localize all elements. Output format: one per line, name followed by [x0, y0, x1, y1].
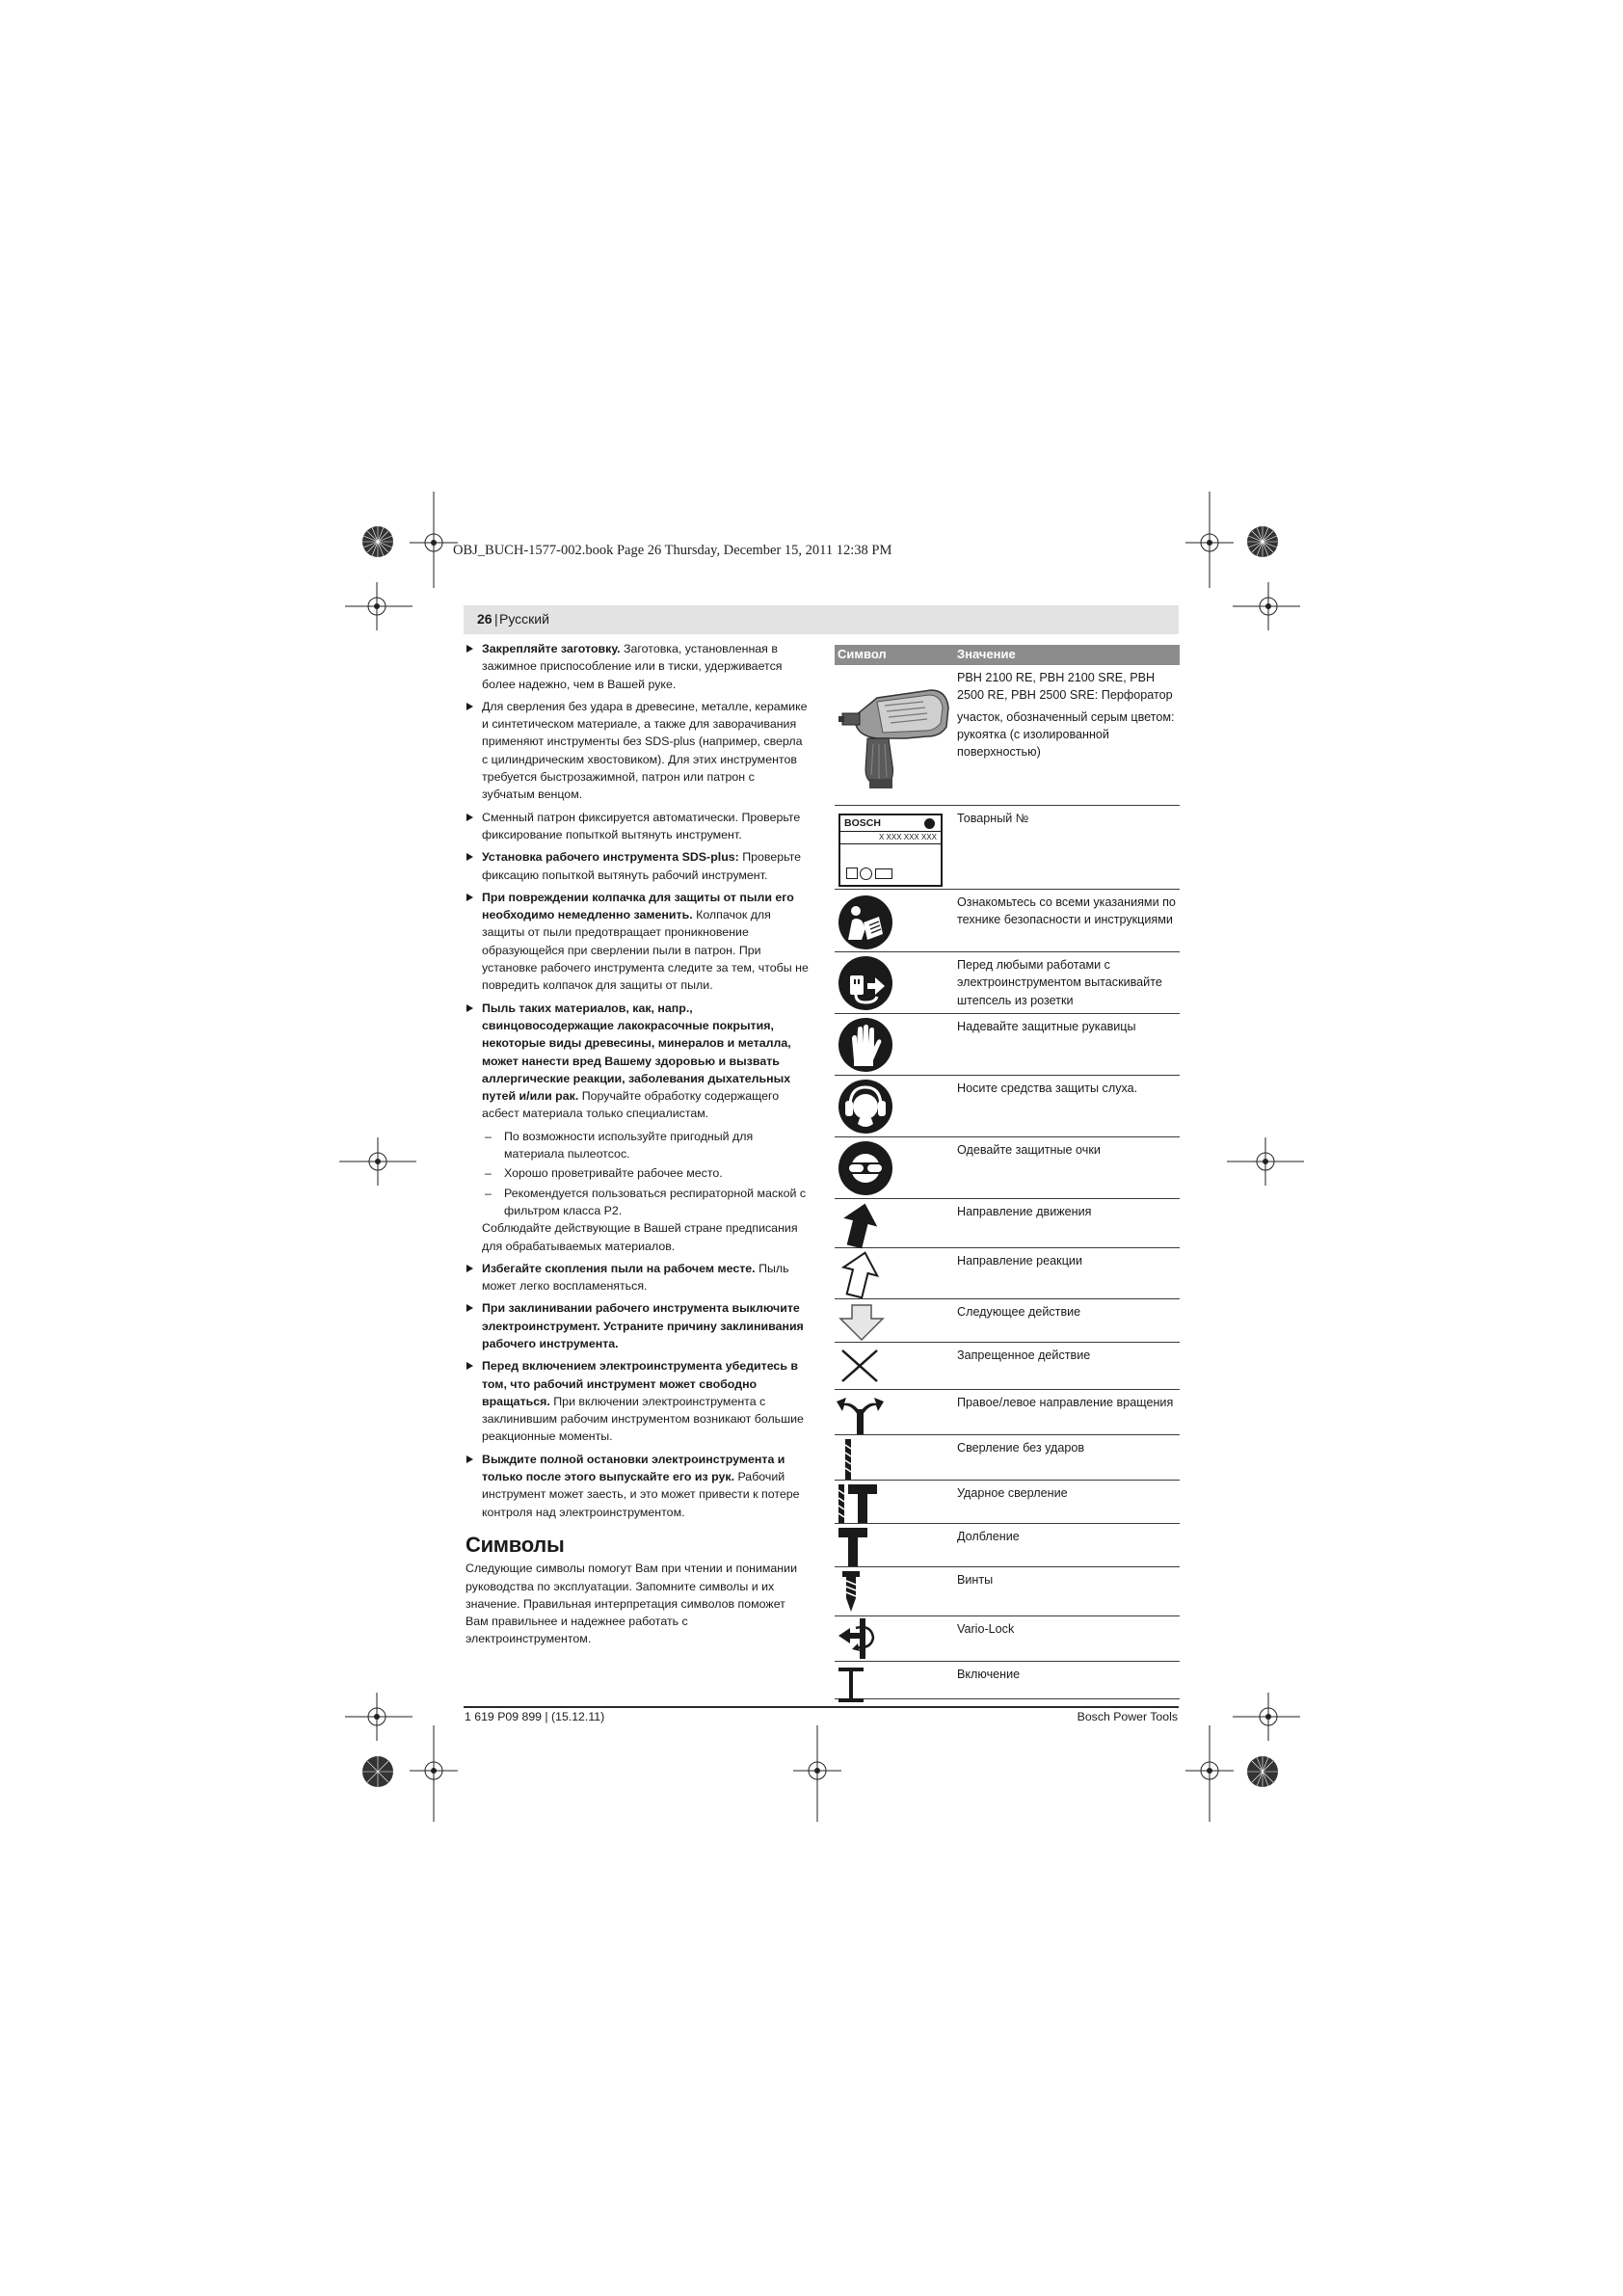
meaning-text: Долбление — [957, 1530, 1020, 1543]
registration-target-icon — [1241, 521, 1284, 563]
nameplate-brand: BOSCH — [844, 817, 881, 829]
table-row — [835, 1390, 1180, 1435]
bullet-item — [466, 1357, 809, 1445]
meaning-cell — [957, 1528, 1177, 1549]
meaning-text: Винты — [957, 1573, 994, 1587]
bullet-item — [466, 848, 809, 884]
meaning-text: Vario-Lock — [957, 1622, 1015, 1636]
table-row — [835, 1299, 1180, 1343]
symbol-cell — [835, 1524, 950, 1566]
bullet-triangle-icon — [466, 1265, 473, 1272]
table-row — [835, 1524, 1180, 1567]
vario-lock-icon — [837, 1616, 885, 1666]
dash-list — [466, 1128, 809, 1219]
bullet-item — [466, 809, 809, 844]
meaning-cell — [957, 1252, 1177, 1273]
bullet-item — [466, 889, 809, 995]
meaning-cell — [957, 1484, 1177, 1506]
symbols-intro: Следующие символы помогут Вам при чтении и понимании руководства по эксплуатации. Запомните символы и их значение. Правильная интерпретация символов поможет Вам правильнее и надежнее работать с электроинструментом. — [466, 1562, 797, 1646]
dash-text: Хорошо проветривайте рабочее место. — [504, 1166, 723, 1181]
table-row — [835, 1481, 1180, 1524]
footer-brand: Bosch Power Tools — [1077, 1710, 1178, 1723]
registration-target-icon — [357, 521, 399, 563]
bullet-text: При включении электроинструмента с заклинившим рабочим инструментом возникают большие реакционные моменты. — [482, 1394, 804, 1444]
circle-mark-icon — [860, 868, 872, 880]
symbol-cell — [835, 1014, 950, 1075]
bullet-text: Сменный патрон фиксируется автоматически. Проверьте фиксирование попыткой вытянуть инструмент. — [482, 810, 801, 841]
meaning-text: PBH 2100 RE, PBH 2100 SRE, PBH 2500 RE, PBH 2500 SRE: Перфоратор — [957, 671, 1173, 703]
meaning-text: Сверление без ударов — [957, 1441, 1085, 1455]
meaning-text: Надевайте защитные рукавицы — [957, 1020, 1136, 1033]
meaning-text: Ознакомьтесь со всеми указаниями по технике безопасности и инструкциями — [957, 895, 1176, 927]
meaning-cell — [957, 810, 1177, 831]
symbol-cell — [835, 665, 950, 805]
meaning-text: Ударное сверление — [957, 1486, 1068, 1500]
dash-mark: – — [485, 1129, 492, 1143]
symbol-cell — [835, 952, 950, 1013]
rotary-hammer-icon — [838, 669, 954, 797]
crosshair-icon — [410, 1725, 458, 1822]
bullet-text: Колпачок для защиты от пыли предотвращает проникновение образующейся при сверлении пыли в патрон. При установке рабочего инструмента следите за тем, чтобы не повредить колпачок для защиты от пыли. — [482, 908, 809, 993]
bullet-triangle-icon — [466, 814, 473, 821]
table-row — [835, 806, 1180, 890]
reaction-direction-icon — [838, 1250, 887, 1303]
symbol-cell — [835, 1567, 950, 1615]
crosshair-icon — [339, 1137, 416, 1186]
page-language: Русский — [499, 611, 549, 627]
bullet-text: Заготовка, установленная в зажимное приспособление или в тиски, удерживается более надежно, чем в Вашей руке. — [482, 642, 783, 691]
bullet-triangle-icon — [466, 703, 473, 710]
meaning-cell — [957, 1571, 1177, 1592]
unplug-icon — [837, 954, 894, 1017]
meaning-cell — [957, 1080, 1177, 1101]
table-row — [835, 1616, 1180, 1662]
footer-doc-number: 1 619 P09 899 | (15.12.11) — [465, 1710, 605, 1723]
meaning-text: Одевайте защитные очки — [957, 1143, 1101, 1157]
meaning-text: Носите средства защиты слуха. — [957, 1081, 1138, 1095]
bullet-bold-text: Выждите полной остановки электроинструмента и только после этого выпускайте его из рук. — [482, 1452, 785, 1484]
registration-target-icon — [357, 1750, 399, 1793]
bullet-item — [466, 1299, 809, 1352]
meaning-text: Включение — [957, 1668, 1021, 1681]
read-manual-icon — [837, 894, 894, 956]
screw-icon — [837, 1569, 885, 1618]
bullet-text: Рабочий инструмент может заесть, и это может привести к потере контроля над электроинструментом. — [482, 1470, 800, 1519]
crosshair-icon — [793, 1725, 841, 1822]
table-row — [835, 1248, 1180, 1299]
bullet-bold-text: При заклинивании рабочего инструмента выключите электроинструмент. Устраните причину заклинивания рабочего инструмента. — [482, 1301, 804, 1350]
meaning-text: Правое/левое направление вращения — [957, 1396, 1174, 1409]
table-row — [835, 1435, 1180, 1481]
meaning-cell — [957, 1666, 1177, 1687]
meaning-cell — [957, 1620, 1177, 1642]
page-number: 26 — [477, 611, 492, 627]
bullet-item — [466, 698, 809, 804]
table-header — [835, 645, 1180, 665]
symbol-cell — [835, 1076, 950, 1136]
bullet-text: Поручайте обработку содержащего асбест материала только специалистам. — [482, 1089, 780, 1121]
nameplate-number: X XXX XXX XXX — [878, 833, 937, 841]
table-row — [835, 665, 1180, 806]
symbol-cell — [835, 1137, 950, 1198]
dash-item — [466, 1185, 809, 1220]
bullet-item — [466, 1000, 809, 1123]
meaning-cell — [957, 1018, 1177, 1039]
symbol-cell — [835, 1390, 950, 1434]
bullet-triangle-icon — [466, 1004, 473, 1012]
table-row — [835, 1014, 1180, 1076]
dash-text: Рекомендуется пользоваться респираторной маской с фильтром класса Р2. — [504, 1186, 807, 1217]
dash-item — [466, 1164, 809, 1182]
bullet-triangle-icon — [466, 894, 473, 901]
drilling-icon — [837, 1437, 885, 1486]
meaning-text: Перед любыми работами с электроинструментом вытаскивайте штепсель из розетки — [957, 958, 1162, 1007]
meaning-text: Следующее действие — [957, 1305, 1081, 1319]
meaning-text: Направление движения — [957, 1205, 1092, 1218]
symbol-cell — [835, 1662, 950, 1698]
dash-text: По возможности используйте пригодный для материала пылеотсос. — [504, 1129, 754, 1161]
crosshair-icon — [1233, 1693, 1300, 1741]
nameplate-rule — [840, 831, 941, 832]
symbol-cell — [835, 1248, 950, 1298]
symbols-heading: Символы — [466, 1532, 565, 1557]
table-row — [835, 1199, 1180, 1248]
meaning-text: Направление реакции — [957, 1254, 1082, 1268]
gloves-icon — [837, 1016, 894, 1079]
bullet-triangle-icon — [466, 853, 473, 861]
symbol-cell — [835, 1616, 950, 1661]
bullet-text: Проверьте фиксацию попыткой вытянуть рабочий инструмент. — [482, 850, 802, 882]
movement-direction-icon — [838, 1201, 887, 1254]
meaning-cell — [957, 1203, 1177, 1224]
table-row — [835, 952, 1180, 1014]
crosshair-icon — [345, 582, 412, 630]
bullet-item — [466, 640, 809, 693]
chiselling-icon — [837, 1524, 885, 1573]
symbol-cell — [835, 1299, 950, 1342]
bullet-bold-text: Установка рабочего инструмента SDS-plus: — [482, 850, 739, 865]
table-row — [835, 1343, 1180, 1390]
regulations-note: Соблюдайте действующие в Вашей стране предписания для обрабатываемых материалов. — [482, 1221, 798, 1253]
ear-protection-icon — [837, 1078, 894, 1140]
crosshair-icon — [1227, 1137, 1304, 1186]
symbol-cell — [835, 890, 950, 951]
bullet-item — [466, 1260, 809, 1295]
nameplate-rule — [840, 843, 941, 844]
bullet-text: Пыль может легко воспламеняться. — [482, 1261, 789, 1294]
rotation-direction-icon — [837, 1392, 885, 1441]
nameplate-icon — [838, 814, 943, 887]
meaning-text: Запрещенное действие — [957, 1348, 1091, 1362]
crosshair-icon — [1185, 1725, 1234, 1822]
meaning-cell — [957, 1394, 1177, 1415]
info-icon — [924, 818, 935, 829]
dash-item — [466, 1128, 809, 1163]
bullet-bold-text: Пыль таких материалов, как, напр., свинцовосодержащие лакокрасочные покрытия, некоторые виды древесины, минералов и металла, может нанести вред Вашему здоровью и вызвать аллергические реакции, заболевания дыхательных путей и/или рак. — [482, 1001, 791, 1104]
bullet-triangle-icon — [466, 1362, 473, 1370]
bullet-triangle-icon — [466, 645, 473, 653]
column-header-symbol: Символ — [838, 647, 887, 661]
bullet-text: Для сверления без удара в древесине, металле, керамике и синтетическом материале, а также для заворачивания применяют инструменты без SDS-plus (например, сверла с цилиндрическим хвостовиком). Для этих инструментов требуется быстрозажимной, патрон или патрон с зубчатым венцом. — [482, 699, 808, 802]
bullet-bold-text: Закрепляйте заготовку. — [482, 642, 621, 655]
header-separator: | — [494, 611, 498, 627]
meaning-cell — [957, 669, 1177, 764]
table-row — [835, 1076, 1180, 1137]
dash-mark: – — [485, 1186, 492, 1200]
meaning-text: Товарный № — [957, 812, 1029, 825]
footer-rule — [464, 1706, 1179, 1708]
bullet-triangle-icon — [466, 1304, 473, 1312]
table-row — [835, 890, 1180, 952]
symbols-table — [835, 645, 1180, 1699]
symbol-cell — [835, 806, 950, 889]
rect-mark-icon — [875, 868, 892, 879]
crosshair-icon — [1233, 582, 1300, 630]
table-row — [835, 1662, 1180, 1699]
registration-target-icon — [1241, 1750, 1284, 1793]
symbol-cell — [835, 1343, 950, 1389]
page-header — [464, 605, 1179, 634]
meaning-cell — [957, 1347, 1177, 1368]
meaning-cell — [957, 1141, 1177, 1162]
left-column — [466, 640, 809, 1648]
dash-mark: – — [485, 1166, 492, 1181]
bullet-triangle-icon — [466, 1455, 473, 1463]
next-action-icon — [838, 1303, 887, 1347]
bullet-bold-text: Перед включением электроинструмента убедитесь в том, что рабочий инструмент может свободно вращаться. — [482, 1359, 798, 1408]
symbol-cell — [835, 1199, 950, 1247]
crosshair-icon — [1185, 492, 1234, 588]
meaning-cell — [957, 894, 1177, 933]
table-row — [835, 1137, 1180, 1199]
crosshair-icon — [345, 1693, 412, 1741]
meaning-cell — [957, 1439, 1177, 1460]
column-header-meaning: Значение — [957, 647, 1016, 661]
bullet-bold-text: При повреждении колпачка для защиты от пыли его необходимо немедленно заменить. — [482, 890, 794, 922]
crosshair-icon — [410, 492, 458, 588]
symbol-cell — [835, 1435, 950, 1480]
meaning-text: участок, обозначенный серым цветом: рукоятка (с изолированной поверхностью) — [957, 709, 1175, 760]
hammer-drilling-icon — [837, 1481, 885, 1530]
table-row — [835, 1567, 1180, 1616]
meaning-cell — [957, 1303, 1177, 1324]
goggles-icon — [837, 1139, 894, 1202]
bullet-bold-text: Избегайте скопления пыли на рабочем месте. — [482, 1261, 756, 1275]
print-header: OBJ_BUCH-1577-002.book Page 26 Thursday, December 15, 2011 12:38 PM — [453, 543, 892, 558]
bullet-item — [466, 1451, 809, 1521]
square-mark-icon — [846, 868, 858, 879]
symbol-cell — [835, 1481, 950, 1523]
meaning-cell — [957, 956, 1177, 1013]
prohibited-action-icon — [838, 1347, 887, 1390]
